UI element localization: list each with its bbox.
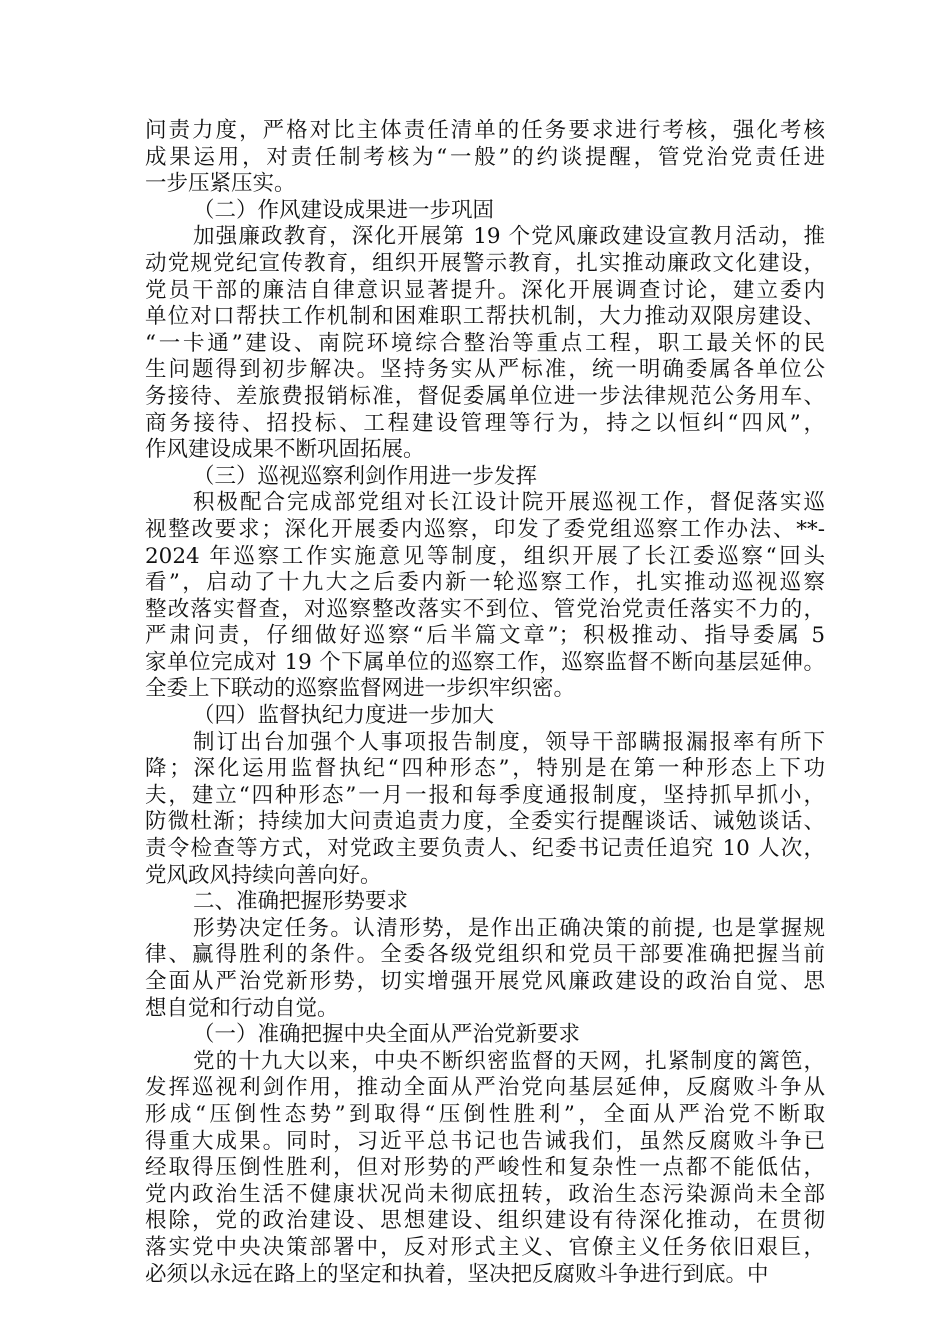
text-line: 生问题得到初步解决。坚持务实从严标准，统一明确委属各单位公 <box>145 357 825 383</box>
paragraph <box>145 490 825 703</box>
text-line: 商务接待、招投标、工程建设管理等行为，持之以恒纠“四风”， <box>145 410 825 436</box>
paragraph <box>145 730 825 890</box>
text-line: 一步压紧压实。 <box>145 171 296 197</box>
text-line: 严肃问责，仔细做好巡察“后半篇文章”；积极推动、指导委属 5 <box>145 623 825 649</box>
text-line: 根除，党的政治建设、思想建设、组织建设有待深化推动，在贯彻 <box>145 1208 825 1234</box>
text-line: 动党规党纪宣传教育，组织开展警示教育，扎实推动廉政文化建设， <box>145 250 825 276</box>
paragraph <box>145 916 825 1022</box>
text-line: 必须以永远在路上的坚定和执着，坚决把反腐败斗争进行到底。中 <box>145 1261 769 1287</box>
text-line: 作风建设成果不断巩固拓展。 <box>145 437 425 463</box>
text-line: “一卡通”建设、南院环境综合整治等重点工程，职工最关怀的民 <box>145 330 825 356</box>
text-line: 落实党中央决策部署中，反对形式主义、官僚主义任务依旧艰巨， <box>145 1234 825 1260</box>
text-line: 想自觉和行动自觉。 <box>145 995 339 1021</box>
text-line: 成果运用，对责任制考核为“一般”的约谈提醒，管党治党责任进 <box>145 144 825 170</box>
text-line: 全委上下联动的巡察监督网进一步织牢织密。 <box>145 676 576 702</box>
text-line: 单位对口帮扶工作机制和困难职工帮扶机制，大力推动双限房建设、 <box>145 304 825 330</box>
text-line: 务接待、差旅费报销标准，督促委属单位进一步法律规范公务用车、 <box>145 383 825 409</box>
text-line: （二）作风建设成果进一步巩固 <box>193 197 495 223</box>
text-line: 得重大成果。同时，习近平总书记也告诫我们，虽然反腐败斗争已 <box>145 1128 825 1154</box>
text-line: 全面从严治党新形势，切实增强开展党风廉政建设的政治自觉、思 <box>145 969 825 994</box>
text-line: 视整改要求；深化开展委内巡察，印发了委党组巡察工作办法、**- <box>145 516 825 542</box>
text-line: 经取得压倒性胜利，但对形势的严峻性和复杂性一点都不能低估， <box>145 1155 825 1181</box>
text-line: 问责力度，严格对比主体责任清单的任务要求进行考核，强化考核 <box>145 118 825 143</box>
text-line: （四）监督执纪力度进一步加大 <box>193 703 495 729</box>
text-line: 防微杜渐；持续加大问责追责力度，全委实行提醒谈话、诫勉谈话、 <box>145 809 825 835</box>
text-line: 党内政治生活不健康状况尚未彻底扭转，政治生态污染源尚未全部 <box>145 1181 825 1207</box>
text-line: 2024 年巡察工作实施意见等制度，组织开展了长江委巡察“回头 <box>145 543 825 569</box>
text-line: 家单位完成对 19 个下属单位的巡察工作，巡察监督不断向基层延伸。 <box>145 649 825 675</box>
text-line: 党的十九大以来，中央不断织密监督的天网，扎紧制度的篱笆， <box>193 1048 825 1074</box>
text-line: 律、赢得胜利的条件。全委各级党组织和党员干部要准确把握当前 <box>145 942 825 968</box>
text-line: 加强廉政教育，深化开展第 19 个党风廉政建设宣教月活动，推 <box>193 224 825 250</box>
subsection-heading <box>145 1022 825 1049</box>
text-line: 看”，启动了十九大之后委内新一轮巡察工作，扎实推动巡视巡察 <box>145 570 825 596</box>
text-line: 形成“压倒性态势”到取得“压倒性胜利”，全面从严治党不断取 <box>145 1101 825 1127</box>
subsection-heading <box>145 464 825 491</box>
text-line: 党员干部的廉洁自律意识显著提升。深化开展调查讨论，建立委内 <box>145 277 825 303</box>
text-line: 党风政风持续向善向好。 <box>145 862 382 888</box>
paragraph <box>145 1049 825 1288</box>
subsection-heading <box>145 198 825 225</box>
text-line: 发挥巡视利剑作用，推动全面从严治党向基层延伸，反腐败斗争从 <box>145 1075 825 1101</box>
text-line: （一）准确把握中央全面从严治党新要求 <box>193 1022 581 1048</box>
text-line: 整改落实督查，对巡察整改落实不到位、管党治党责任落实不力的， <box>145 596 825 622</box>
paragraph <box>145 224 825 463</box>
text-line: （三）巡视巡察利剑作用进一步发挥 <box>193 463 538 489</box>
text-line: 制订出台加强个人事项报告制度，领导干部瞒报漏报率有所下 <box>193 729 825 755</box>
subsection-heading <box>145 703 825 730</box>
text-line: 降；深化运用监督执纪“四种形态”，特别是在第一种形态上下功 <box>145 756 825 782</box>
text-line: 责令检查等方式，对党政主要负责人、纪委书记责任追究 10 人次， <box>145 836 825 862</box>
text-line: 夫，建立“四种形态”一月一报和每季度通报制度，坚持抓早抓小， <box>145 782 825 808</box>
document-body <box>145 118 825 1288</box>
text-line: 二、准确把握形势要求 <box>193 889 409 915</box>
section-heading <box>145 889 825 916</box>
text-line: 积极配合完成部党组对长江设计院开展巡视工作，督促落实巡 <box>193 490 825 516</box>
paragraph <box>145 118 825 198</box>
text-line: 形势决定任务。认清形势，是作出正确决策的前提, 也是掌握规 <box>193 915 825 941</box>
